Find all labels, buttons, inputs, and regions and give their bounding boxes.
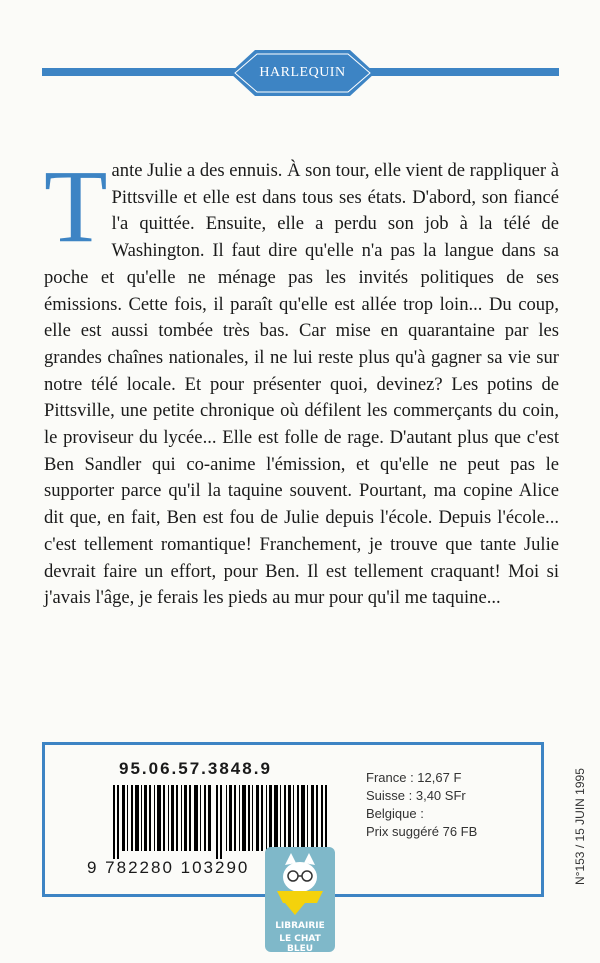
price-suisse: Suisse : 3,40 SFr bbox=[366, 788, 466, 803]
harlequin-logo bbox=[230, 48, 375, 98]
price-belgique: Belgique : bbox=[366, 806, 424, 821]
header-band-right bbox=[367, 68, 559, 76]
header-band-left bbox=[42, 68, 238, 76]
issue-number: N°153 / 15 JUIN 1995 bbox=[573, 768, 587, 885]
library-sticker bbox=[265, 847, 335, 952]
price-france: France : 12,67 F bbox=[366, 770, 462, 785]
price-suggested: Prix suggéré 76 FB bbox=[366, 824, 478, 839]
blurb-body: ante Julie a des ennuis. À son tour, elle vient de rappliquer à Pittsville et elle est dans tous ses états. D'abord, son fiancé l'a quittée. Ensuite, elle a perdu son job à la télé de Washington. Il faut dire qu'elle n'a pas la langue dans sa poche et qu'elle ne ménage pas les invités politiques de ses émissions. Cette fois, il paraît qu'elle est allée trop loin... Du coup, elle est aussi tombée très bas. Car mise en quarantaine par les grandes chaînes nationales, il ne lui reste plus qu'à gagner sa vie sur notre télé locale. Et pour présenter quoi, devinez? Les potins de Pittsville, une petite chronique où défilent les commerçants du coin, le proviseur du lycée... Elle est folle de rage. D'autant plus que c'est Ben Sandler qui co-anime l'émission, et qu'elle ne peut pas le supporter parce qu'il la taquine souvent. Pourtant, ma copine Alice dit que, en fait, Ben est fou de Julie depuis l'école. Depuis l'école... c'est tellement romantique! Franchement, je trouve que tante Julie devrait faire un effort, pour Ben. Il est tellement craquant! Moi si j'avais l'âge, je ferais les pieds au mur pour qu'il me taquine... bbox=[44, 160, 559, 609]
blurb-text bbox=[44, 149, 559, 612]
price-list bbox=[366, 769, 477, 841]
barcode-top-number: 95.06.57.3848.9 bbox=[119, 759, 272, 778]
barcode-bottom-number: 9 782280 103290 bbox=[87, 858, 250, 877]
sticker-line-2: LE CHAT BLEU bbox=[279, 934, 321, 954]
logo-text: HARLEQUIN bbox=[259, 65, 346, 80]
sticker-line-1: LIBRAIRIE bbox=[275, 921, 325, 931]
drop-cap: T bbox=[44, 149, 108, 264]
cat-icon bbox=[265, 847, 335, 917]
